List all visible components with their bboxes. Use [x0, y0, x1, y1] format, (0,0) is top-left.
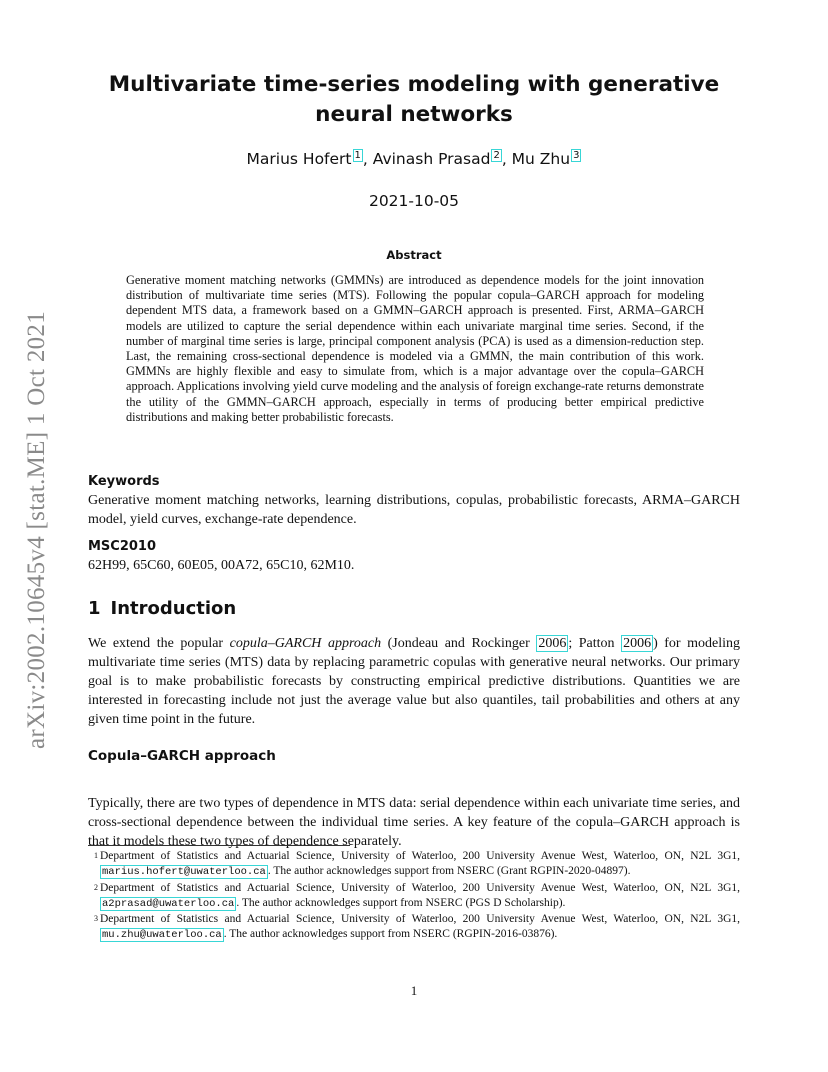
author-list: Marius Hofert $^1$ , Avinash Prasad $^2$ , Mu Zhu $^3$ [246, 150, 580, 169]
footnote [88, 849, 740, 880]
author-footnote-link[interactable]: 2 [493, 150, 500, 161]
subsection-heading: Copula–GARCH approach [88, 748, 276, 764]
abstract-text: Generative moment matching networks (GMMNs) are introduced as dependence models for the joint innovation distribution of multivariate time series (MTS). Following the popular copula–GARCH approach for modeling dependent MTS data, a framework based on a GMMN–GARCH approach is presented. First, ARMA–GARCH models are utilized to capture the serial dependence within each univariate marginal time series. Second, if the number of marginal time series is large, principal component analysis (PCA) is used as a dimension-reduction step. Last, the remaining cross-sectional dependence is modeled via a GMMN, the main contribution of this work. GMMNs are highly flexible and easy to simulate from, which is a major advantage over the copula–GARCH approach. Applications involving yield curve modeling and the analysis of foreign exchange-rate returns demonstrate the utility of the GMMN–GARCH approach, especially in terms of producing better empirical predictive distributions and making better probabilistic forecasts. [126, 273, 704, 424]
section-title: Introduction [110, 598, 237, 619]
section-number: 1 [88, 598, 101, 619]
footnote-text: Department of Statistics and Actuarial Science, University of Waterloo, 200 University Avenue West, Waterloo, ON, N2L 3G1, [100, 881, 740, 894]
text-run: ; Patton [568, 636, 622, 651]
author-name: Avinash Prasad [372, 150, 491, 169]
paper-title: Multivariate time-series modeling with generative neural networks [108, 72, 720, 127]
section-heading [88, 598, 236, 619]
author-footnote-link[interactable]: 1 [354, 150, 361, 161]
footnote-text: Department of Statistics and Actuarial Science, University of Waterloo, 200 University Avenue West, Waterloo, ON, N2L 3G1, [100, 913, 740, 925]
msc-heading: MSC2010 [88, 539, 157, 554]
email-link[interactable]: marius.hofert@uwaterloo.ca [102, 866, 266, 878]
arxiv-stamp [22, 290, 52, 770]
citation-link[interactable]: 2006 [538, 636, 567, 651]
footnote-text: . The author acknowledges support from NSERC (PGS D Scholarship). [236, 896, 566, 909]
footnote [88, 881, 740, 912]
page-number: 1 [410, 983, 418, 998]
author-name: Marius Hofert [246, 150, 352, 169]
abstract-heading: Abstract [386, 248, 442, 262]
footnote-divider [88, 845, 350, 846]
footnote-mark: 3 [94, 914, 98, 923]
footnote [88, 912, 740, 943]
citation-link[interactable]: 2006 [623, 636, 652, 651]
text-run: ) for modeling multivariate time series (MTS) data by replacing parametric copulas with generative neural networks. Our primary goal is to make probabilistic forecasts by constructing empirical predictive distributions. Quantities we are interested in forecasting include not just the average value but also quantiles, tail probabilities and others at any given time point in the future. [88, 636, 741, 727]
text-run: (Jondeau and Rockinger [381, 636, 537, 651]
footnote-text: . The author acknowledges support from NSERC (RGPIN-2016-03876). [223, 928, 558, 940]
paper-date: 2021-10-05 [368, 192, 460, 210]
footnotes [88, 849, 740, 944]
subsection-text: Typically, there are two types of dependence in MTS data: serial dependence within each univariate time series, and cross-sectional dependence between the individual time series. A key feature of the copula–GARCH approach is that it models these two types of dependence separately. [88, 796, 740, 849]
footnote-mark: 2 [94, 882, 98, 892]
footnote-text: . The author acknowledges support from NSERC (Grant RGPIN-2020-04897). [267, 865, 631, 877]
email-link[interactable]: a2prasad@uwaterloo.ca [102, 897, 235, 910]
emphasis-text: copula–GARCH approach [229, 636, 382, 651]
author-name: Mu Zhu [511, 150, 571, 169]
msc-text: 62H99, 65C60, 60E05, 00A72, 65C10, 62M10. [88, 558, 355, 573]
text-run: We extend the popular [88, 636, 230, 651]
arxiv-id: arXiv:2002.10645v4 [stat.ME] 1 Oct 2021 [23, 310, 50, 750]
keywords-heading: Keywords [88, 474, 160, 489]
author-footnote-link[interactable]: 3 [573, 150, 580, 161]
keywords-text: Generative moment matching networks, learning distributions, copulas, probabilistic forecasts, ARMA–GARCH model, yield curves, exchange-rate dependence. [88, 493, 740, 527]
footnote-mark: 1 [94, 851, 98, 860]
email-link[interactable]: mu.zhu@uwaterloo.ca [102, 929, 222, 941]
intro-paragraph [88, 634, 740, 729]
footnote-text: Department of Statistics and Actuarial Science, University of Waterloo, 200 University Avenue West, Waterloo, ON, N2L 3G1, [100, 850, 740, 862]
